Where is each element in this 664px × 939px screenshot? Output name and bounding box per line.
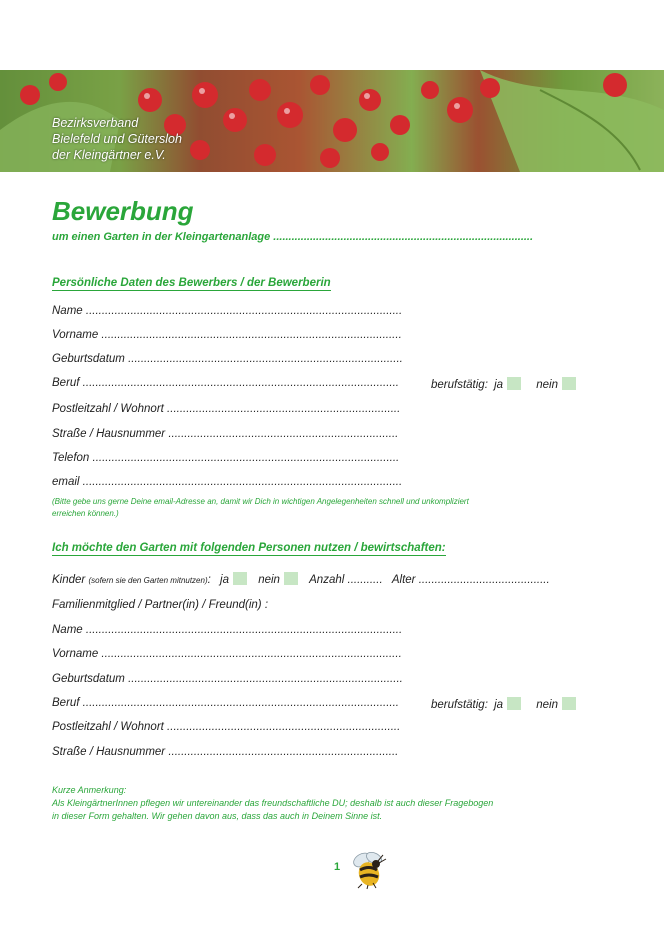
- kinder-nein-checkbox[interactable]: [284, 572, 298, 585]
- kinder-row: [52, 572, 550, 586]
- email-note: [52, 496, 469, 520]
- partner-ja-label: ja: [494, 699, 504, 711]
- alter-field[interactable]: Alter .........................................: [391, 574, 550, 586]
- partner-berufstaetig-label: berufstätig:: [431, 699, 488, 711]
- geburtsdatum-field[interactable]: Geburtsdatum ......................................................................................: [52, 353, 403, 365]
- partner-berufstaetig-group: [431, 697, 580, 711]
- berufstaetig-group: [431, 377, 580, 391]
- name-field[interactable]: Name ...................................................................................................: [52, 305, 403, 317]
- partner-nein-label: nein: [536, 699, 559, 711]
- kinder-ja-label: ja: [220, 574, 229, 586]
- remark-line-1: Als KleingärtnerInnen pflegen wir untereinander das freundschaftliche DU; deshalb ist auch dieser Fragebogen: [52, 798, 494, 808]
- remark-block: [52, 784, 493, 823]
- vorname-field[interactable]: Vorname ..............................................................................................: [52, 329, 402, 341]
- berufstaetig-label: berufstätig:: [431, 379, 488, 391]
- partner-berufstaetig-ja-checkbox[interactable]: [507, 697, 521, 710]
- kinder-ja-checkbox[interactable]: [233, 572, 247, 585]
- section-persons-heading: Ich möchte den Garten mit folgenden Personen nutzen / bewirtschaften:: [52, 542, 446, 554]
- strasse-field[interactable]: Straße / Hausnummer ........................................................................: [52, 428, 399, 440]
- partner-name-field[interactable]: Name ...................................................................................................: [52, 624, 403, 636]
- email-field[interactable]: email ....................................................................................................: [52, 476, 403, 488]
- partner-strasse-field[interactable]: Straße / Hausnummer ........................................................................: [52, 746, 399, 758]
- nein-label: nein: [536, 379, 559, 391]
- telefon-field[interactable]: Telefon ................................................................................................: [52, 452, 400, 464]
- org-line-3: der Kleingärtner e.V.: [52, 148, 166, 162]
- partner-geburtsdatum-field[interactable]: Geburtsdatum ......................................................................................: [52, 673, 403, 685]
- kinder-nein-label: nein: [258, 574, 280, 586]
- beruf-field[interactable]: Beruf ...................................................................................................: [52, 377, 399, 389]
- email-note-line-2: erreichen können.): [52, 509, 119, 518]
- anzahl-field[interactable]: Anzahl ...........: [309, 574, 383, 586]
- ja-label: ja: [494, 379, 504, 391]
- remark-line-2: in dieser Form gehalten. Wir gehen davon aus, dass das auch in Deinem Sinne ist.: [52, 811, 383, 821]
- email-note-line-1: (Bitte gebe uns gerne Deine email-Adresse an, damit wir Dich in wichtigen Angelegenheiten schnell und unkompliziert: [52, 497, 469, 506]
- organization-name: [52, 115, 182, 163]
- bee-icon: [348, 850, 390, 890]
- page-number: 1: [334, 861, 341, 873]
- kinder-note: (sofern sie den Garten mitnutzen): [88, 576, 208, 585]
- kinder-colon: :: [207, 574, 211, 586]
- berufstaetig-nein-checkbox[interactable]: [562, 377, 576, 390]
- partner-beruf-field[interactable]: Beruf ...................................................................................................: [52, 697, 399, 709]
- familienmitglied-label: Familienmitglied / Partner(in) / Freund(in) :: [52, 599, 269, 611]
- org-line-2: Bielefeld und Gütersloh: [52, 132, 182, 146]
- org-line-1: Bezirksverband: [52, 116, 139, 130]
- partner-berufstaetig-nein-checkbox[interactable]: [562, 697, 576, 710]
- partner-vorname-field[interactable]: Vorname ..............................................................................................: [52, 648, 402, 660]
- section-personal-data-heading: Persönliche Daten des Bewerbers / der Bewerberin: [52, 277, 331, 289]
- page-title: Bewerbung: [52, 196, 194, 226]
- remark-title: Kurze Anmerkung:: [52, 785, 127, 795]
- page-subtitle: um einen Garten in der Kleingartenanlage .....................................................................................: [52, 231, 534, 243]
- plz-wohnort-field[interactable]: Postleitzahl / Wohnort .........................................................................: [52, 403, 401, 415]
- berufstaetig-ja-checkbox[interactable]: [507, 377, 521, 390]
- partner-plz-wohnort-field[interactable]: Postleitzahl / Wohnort .........................................................................: [52, 721, 401, 733]
- kinder-label: Kinder: [52, 574, 86, 586]
